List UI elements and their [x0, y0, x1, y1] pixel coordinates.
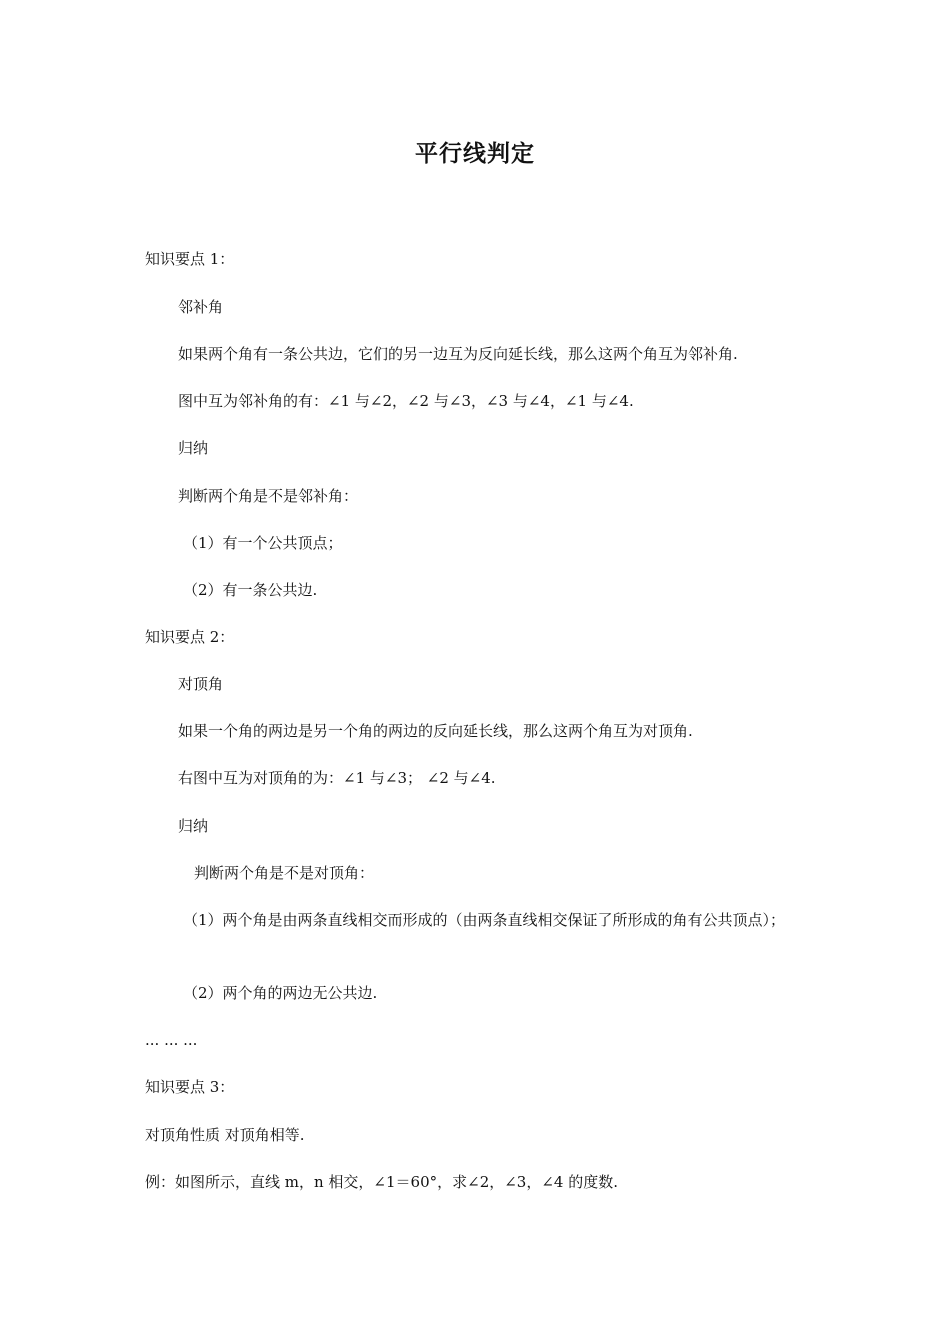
section-heading-1: 知识要点 1：	[145, 250, 235, 268]
example-problem: 例：如图所示，直线 m，n 相交，∠1＝60°，求∠2，∠3，∠4 的度数.	[145, 1173, 618, 1191]
criteria-intro-adjacent: 判断两个角是不是邻补角：	[178, 487, 359, 505]
example-adjacent-angles: 图中互为邻补角的有：∠1 与∠2，∠2 与∠3，∠3 与∠4，∠1 与∠4.	[178, 392, 634, 410]
criteria-vertical-1: （1）两个角是由两条直线相交而形成的（由两条直线相交保证了所形成的角有公共顶点）；	[183, 911, 786, 929]
subheading-adjacent-angles: 邻补角	[178, 298, 224, 316]
subheading-vertical-angles: 对顶角	[178, 675, 224, 693]
criteria-adjacent-2: （2）有一条公共边.	[183, 581, 318, 599]
example-vertical-angles: 右图中互为对顶角的为：∠1 与∠3； ∠2 与∠4.	[178, 769, 496, 787]
ellipsis-separator: ... ... ...	[145, 1031, 198, 1049]
section-heading-3: 知识要点 3：	[145, 1078, 235, 1096]
page-title: 平行线判定	[415, 141, 535, 167]
definition-vertical-angles: 如果一个角的两边是另一个角的两边的反向延长线，那么这两个角互为对顶角.	[178, 722, 693, 740]
criteria-vertical-2: （2）两个角的两边无公共边.	[183, 984, 378, 1002]
section-heading-2: 知识要点 2：	[145, 628, 235, 646]
vertical-angles-property: 对顶角性质 对顶角相等.	[145, 1126, 305, 1144]
criteria-intro-vertical: 判断两个角是不是对顶角：	[194, 864, 375, 882]
summary-label-2: 归纳	[178, 817, 209, 835]
criteria-adjacent-1: （1）有一个公共顶点；	[183, 534, 343, 552]
summary-label-1: 归纳	[178, 439, 209, 457]
definition-adjacent-angles: 如果两个角有一条公共边，它们的另一边互为反向延长线，那么这两个角互为邻补角.	[178, 345, 738, 363]
